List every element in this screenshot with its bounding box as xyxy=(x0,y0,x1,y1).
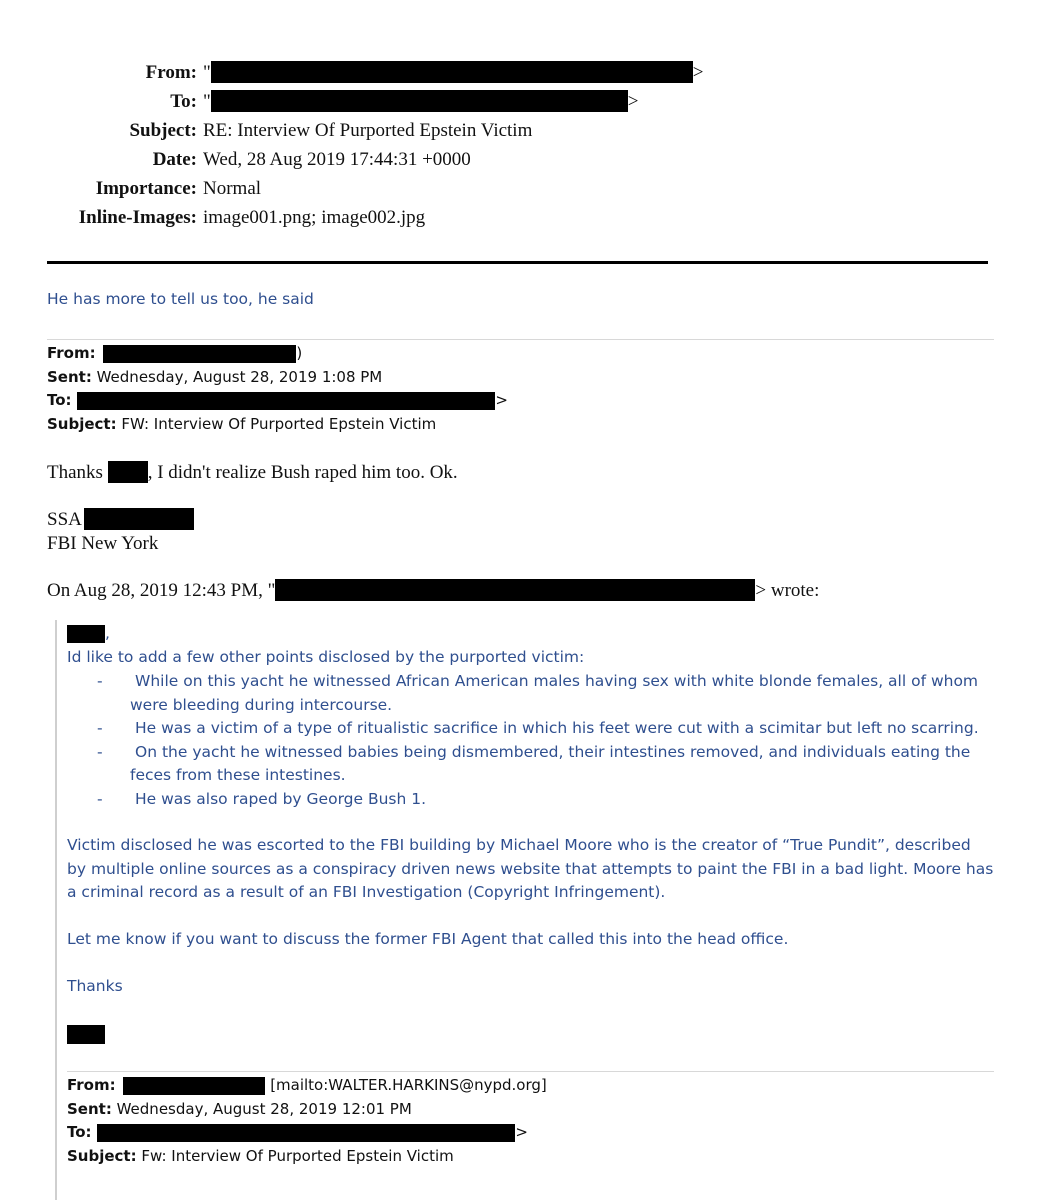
forward2-to-row xyxy=(67,1123,547,1147)
header-to-close: > xyxy=(627,91,639,112)
header-to-open-quote: " xyxy=(203,91,211,112)
bullet-marker: - xyxy=(97,789,103,808)
quoted-paragraph xyxy=(67,834,1002,905)
wrote-line xyxy=(47,580,819,602)
header-subject-label: Subject: xyxy=(129,120,197,141)
signature-line xyxy=(47,509,194,531)
header-subject-value: RE: Interview Of Purported Epstein Victim xyxy=(203,120,533,141)
header-inline-images-row xyxy=(0,207,1041,236)
forward1-to-row xyxy=(47,391,508,415)
section-divider xyxy=(67,1071,994,1072)
bullet-line: While on this yacht he witnessed African American males having sex with white blonde females, all of whom xyxy=(135,672,979,690)
forward2-to-close: > xyxy=(515,1123,528,1141)
header-from-close: > xyxy=(692,62,704,83)
forward2-from-row xyxy=(67,1076,547,1100)
bullet-marker: - xyxy=(97,719,103,737)
thanks-prefix: Thanks xyxy=(47,462,103,483)
header-inline-images-value: image001.png; image002.jpg xyxy=(203,207,426,228)
forward2-sent-row xyxy=(67,1100,547,1124)
redaction-block xyxy=(84,508,194,530)
forward2-sent-value: Wednesday, August 28, 2019 12:01 PM xyxy=(116,1099,412,1118)
forward1-from-row xyxy=(47,344,508,368)
quoted-greeting xyxy=(67,624,110,643)
quoted-followup: Let me know if you want to discuss the former FBI Agent that called this into the head office. xyxy=(67,930,789,948)
forward2-sent-label: Sent: xyxy=(67,1099,112,1118)
bullet-line: He was also raped by George Bush 1. xyxy=(135,789,427,808)
redaction-block xyxy=(103,345,296,363)
header-from-open-quote: " xyxy=(203,62,211,83)
forward1-from-label: From: xyxy=(47,344,96,362)
wrote-prefix: On Aug 28, 2019 12:43 PM, " xyxy=(47,580,276,601)
reply-line: He has more to tell us too, he said xyxy=(47,290,314,308)
header-date-label: Date: xyxy=(152,149,197,170)
header-inline-images-label: Inline-Images: xyxy=(78,207,197,228)
forward1-to-close: > xyxy=(495,391,508,409)
header-divider xyxy=(47,261,988,264)
bullet-line: were bleeding during intercourse. xyxy=(130,695,393,714)
redaction-block xyxy=(108,461,148,483)
forward1-subject-value: FW: Interview Of Purported Epstein Victim xyxy=(121,414,437,433)
forward1-sent-row xyxy=(47,368,508,392)
redaction-block xyxy=(77,392,495,410)
bullet-marker: - xyxy=(97,672,103,690)
redaction-block xyxy=(211,61,693,83)
redaction-block xyxy=(67,1025,105,1044)
list-item xyxy=(67,788,997,812)
bullet-line: feces from these intestines. xyxy=(130,766,346,784)
redaction-block xyxy=(97,1124,515,1142)
quoted-closing: Thanks xyxy=(67,977,123,995)
quote-bar xyxy=(55,620,57,1200)
forward1-header xyxy=(47,344,508,438)
signature-office: FBI New York xyxy=(47,533,159,554)
bullet-line: On the yacht he witnessed babies being dismembered, their intestines removed, and individuals eating the xyxy=(135,742,971,761)
list-item xyxy=(67,717,997,741)
header-importance-label: Importance: xyxy=(95,178,197,199)
header-from-label: From: xyxy=(145,62,197,83)
section-divider xyxy=(47,339,994,340)
header-from-row xyxy=(0,62,1041,91)
list-item xyxy=(67,741,997,788)
wrote-suffix: > wrote: xyxy=(755,580,820,601)
forward2-to-label: To: xyxy=(67,1123,92,1141)
redaction-block xyxy=(67,625,105,643)
header-to-label: To: xyxy=(170,91,197,112)
header-subject-row xyxy=(0,120,1041,149)
forward1-subject-label: Subject: xyxy=(47,414,117,433)
redaction-block xyxy=(123,1077,265,1095)
thanks-suffix: , I didn't realize Bush raped him too. Ok. xyxy=(147,462,458,483)
thanks-line xyxy=(47,462,458,484)
forward1-sent-label: Sent: xyxy=(47,367,92,386)
header-date-value: Wed, 28 Aug 2019 17:44:31 +0000 xyxy=(203,149,471,170)
paragraph-line: by multiple online sources as a conspiracy driven news website that attempts to paint the FBI in a bad light. Moore has xyxy=(67,859,994,878)
bullet-marker: - xyxy=(97,742,103,761)
paragraph-line: Victim disclosed he was escorted to the FBI building by Michael Moore who is the creator of “True Pundit”, described xyxy=(67,836,971,854)
header-date-row xyxy=(0,149,1041,178)
quoted-greeting-comma: , xyxy=(105,624,110,642)
header-to-row xyxy=(0,91,1041,120)
paragraph-line: a criminal record as a result of an FBI Investigation (Copyright Infringement). xyxy=(67,883,666,901)
bullet-line: He was a victim of a type of ritualistic sacrifice in which his feet were cut with a scimitar but left no scarring. xyxy=(135,719,979,737)
forward2-subject-value: Fw: Interview Of Purported Epstein Victim xyxy=(141,1146,454,1165)
forward1-to-label: To: xyxy=(47,391,72,409)
header-importance-value: Normal xyxy=(203,178,262,199)
forward2-header xyxy=(67,1076,547,1170)
header-importance-row xyxy=(0,178,1041,207)
forward2-subject-label: Subject: xyxy=(67,1146,137,1165)
quoted-intro: Id like to add a few other points disclosed by the purported victim: xyxy=(67,648,585,666)
forward2-subject-row xyxy=(67,1147,547,1171)
redaction-block xyxy=(275,579,755,601)
email-header xyxy=(0,62,1041,236)
redaction-block xyxy=(211,90,628,112)
forward1-from-close: ) xyxy=(296,344,303,362)
forward1-subject-row xyxy=(47,415,508,439)
forward1-sent-value: Wednesday, August 28, 2019 1:08 PM xyxy=(96,367,383,386)
list-item xyxy=(67,670,997,717)
forward2-from-mailto: [mailto:WALTER.HARKINS@nypd.org] xyxy=(270,1076,547,1094)
signature-prefix: SSA xyxy=(47,509,82,530)
quoted-bullet-list xyxy=(67,670,997,811)
forward2-from-label: From: xyxy=(67,1076,116,1094)
